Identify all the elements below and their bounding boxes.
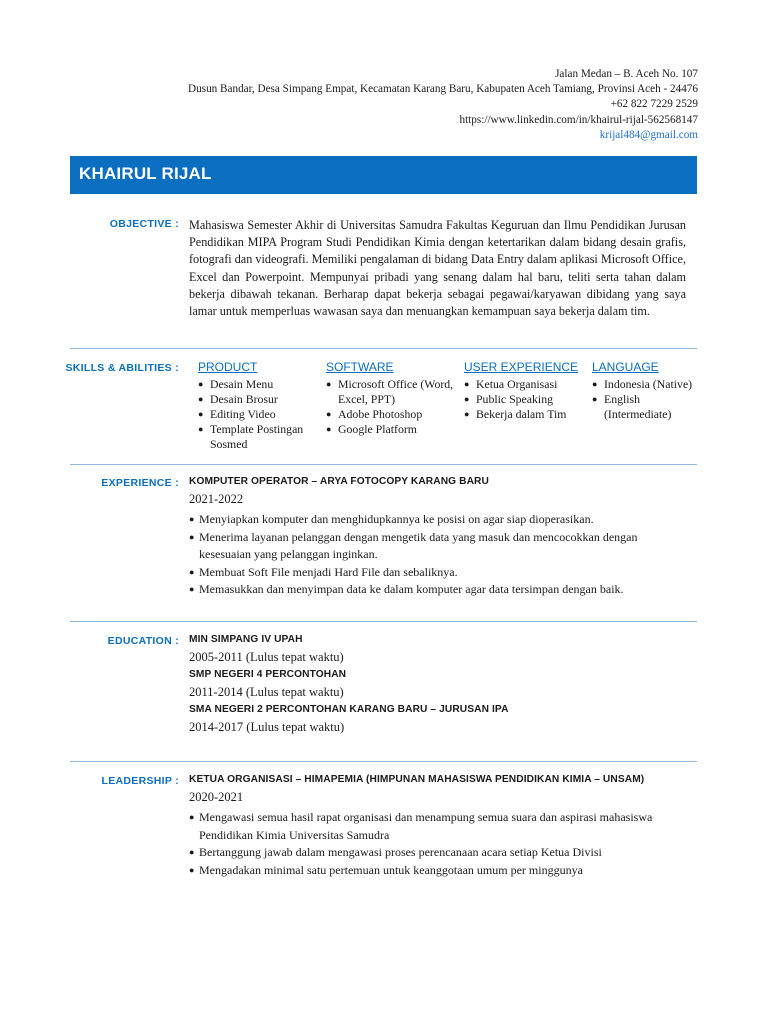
school-name: MIN SIMPANG IV UPAH [189,634,303,645]
phone-number: +62 822 7229 2529 [610,98,698,111]
skill-heading: LANGUAGE [592,360,659,374]
skill-column-user-experience [464,360,579,422]
skill-column-software [326,360,458,437]
objective-text: Mahasiswa Semester Akhir di Universitas Samudra Fakultas Keguruan dan Ilmu Pendidikan Jurusan Pendidikan MIPA Program Studi Pendidikan Kimia dengan ketertarikan dalam bidang desain grafis, fotografi dan videografi. Memiliki pengalaman di bidang Data Entry dalam aplikasi Microsoft Office, Excel dan Powerpoint. Mempunyai pribadi yang senang dalam hal baru, teliti serta tahan dalam bekerja dibawah tekanan. Berharap dapat bekerja sebagai pegawai/karyawan dibidang yang saya lamar untuk memperluas wawasan saya dan menuangkan kemampuan saya bekerja dalam tim. [189,218,686,319]
skill-item: ● Indonesia (Native) [592,377,697,392]
contact-block [188,67,698,143]
skill-item: ● English (Intermediate) [592,392,697,422]
skill-item: ● Google Platform [326,422,458,437]
skill-item: ● Public Speaking [464,392,574,407]
experience-label: EXPERIENCE : [101,477,179,489]
skill-item: ● Adobe Photoshop [326,407,458,422]
school-name: SMA NEGERI 2 PERCONTOHAN KARANG BARU – JURUSAN IPA [189,704,509,715]
school-period: 2005-2011 (Lulus tepat waktu) [189,650,344,664]
separator [70,348,697,349]
separator [70,621,697,622]
school-period: 2014-2017 (Lulus tepat waktu) [189,720,345,734]
skill-column-product [198,360,323,452]
candidate-name: KHAIRUL RIJAL [79,164,212,183]
education-item [189,669,686,700]
address-line-1: Jalan Medan – B. Aceh No. 107 [555,68,698,80]
skill-item: ● Ketua Organisasi [464,377,574,392]
skill-item: ● Desain Brosur [198,392,323,407]
skill-item: ● Bekerja dalam Tim [464,407,574,422]
linkedin-link[interactable]: https://www.linkedin.com/in/khairul-rijal-562568147 [459,113,698,126]
name-banner [70,156,697,194]
skill-heading: USER EXPERIENCE [464,360,579,374]
job-period: 2021-2022 [189,492,244,506]
objective-label: OBJECTIVE : [109,218,179,230]
experience-bullet: ● Menyiapkan komputer dan menghidupkannya ke posisi on agar siap dioperasikan. [189,511,686,529]
experience-bullet: ● Menerima layanan pelanggan dengan mengetik data yang masuk dan mencocokkan dengan kesesuaian yang pelanggan inginkan. [189,529,686,564]
separator [70,761,697,762]
skill-heading: SOFTWARE [326,360,394,374]
school-period: 2011-2014 (Lulus tepat waktu) [189,685,344,699]
leadership-label: LEADERSHIP : [101,775,179,787]
skill-item: ● Desain Menu [198,377,323,392]
skill-item: ● Template Postingan Sosmed [198,422,323,452]
separator [70,464,697,465]
leadership-bullet: ● Bertanggung jawab dalam mengawasi proses perencanaan acara setiap Ketua Divisi [189,844,686,862]
education-label: EDUCATION : [107,635,179,647]
experience-bullet: ● Memasukkan dan menyimpan data ke dalam komputer agar data tersimpan dengan baik. [189,581,686,599]
education-item [189,704,686,735]
email-link[interactable]: krijal484@gmail.com [599,128,698,141]
skill-item: ● Editing Video [198,407,323,422]
education-item [189,634,686,665]
skill-heading: PRODUCT [198,360,258,374]
experience-bullet: ● Membuat Soft File menjadi Hard File dan sebaliknya. [189,564,686,582]
leadership-period: 2020-2021 [189,790,244,804]
school-name: SMP NEGERI 4 PERCONTOHAN [189,669,347,680]
job-title: KOMPUTER OPERATOR – ARYA FOTOCOPY KARANG BARU [189,476,489,487]
skill-column-language [592,360,697,422]
leadership-bullet: ● Mengadakan minimal satu pertemuan untuk keanggotaan umum per minggunya [189,862,686,880]
address-line-2: Dusun Bandar, Desa Simpang Empat, Kecamatan Karang Baru, Kabupaten Aceh Tamiang, Provinsi Aceh - 24476 [188,83,698,96]
leadership-bullet: ● Mengawasi semua hasil rapat organisasi dan menampung semua suara dan aspirasi mahasiswa Pendidikan Kimia Universitas Samudra [189,809,686,844]
skill-item: ● Microsoft Office (Word, Excel, PPT) [326,377,458,407]
leadership-title: KETUA ORGANISASI – HIMAPEMIA (HIMPUNAN MAHASISWA PENDIDIKAN KIMIA – UNSAM) [189,774,645,785]
skills-label: SKILLS & ABILITIES : [65,362,179,374]
